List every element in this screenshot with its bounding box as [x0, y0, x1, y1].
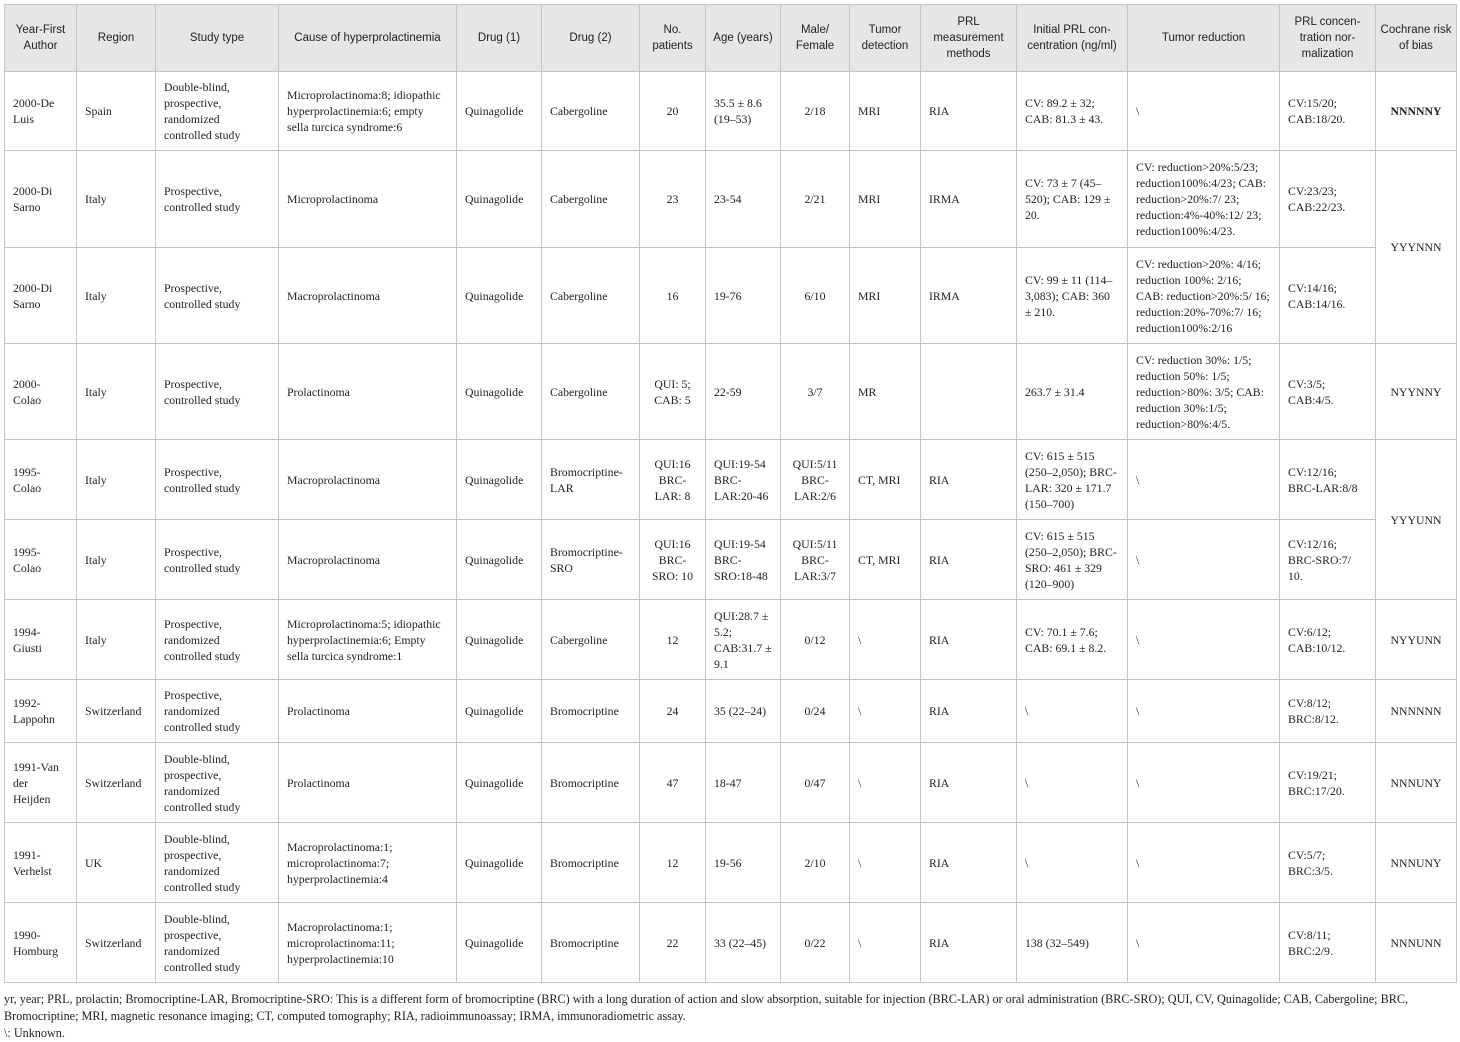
- cell-study-type: Prospective, randomized controlled study: [156, 600, 279, 680]
- cell-prl-normalization: CV:23/23; CAB:22/23.: [1280, 151, 1376, 248]
- cell-drug-1: Quinagolide: [457, 520, 542, 600]
- cell-region: UK: [77, 823, 156, 903]
- cell-age: QUI:19-54 BRC-LAR:20-46: [706, 440, 781, 520]
- cell-tumor-detection: MRI: [850, 72, 921, 151]
- cell-study-type: Prospective, controlled study: [156, 151, 279, 248]
- header-prl-normalization: PRL concen-tration nor-malization: [1280, 5, 1376, 72]
- cell-no-patients: 12: [640, 600, 706, 680]
- cell-tumor-detection: \: [850, 823, 921, 903]
- table-row: [5, 520, 1457, 600]
- header-row: [5, 5, 1457, 72]
- cell-age: 23-54: [706, 151, 781, 248]
- cell-initial-prl: 263.7 ± 31.4: [1017, 344, 1128, 440]
- cell-tumor-detection: MRI: [850, 248, 921, 344]
- cell-cause: Microprolactinoma: [279, 151, 457, 248]
- cell-prl-method: RIA: [921, 520, 1017, 600]
- cell-region: Italy: [77, 520, 156, 600]
- cell-initial-prl: \: [1017, 743, 1128, 823]
- header-initial-prl: Initial PRL con-centration (ng/ml): [1017, 5, 1128, 72]
- cell-tumor-reduction: CV: reduction>20%: 4/16; reduction 100%: 2/16; CAB: reduction>20%:5/ 16; reduction:20%-70%:7/ 16; reduction100%:2/16: [1128, 248, 1280, 344]
- table-row: [5, 440, 1457, 520]
- cell-age: 33 (22–45): [706, 903, 781, 983]
- header-drug-1: Drug (1): [457, 5, 542, 72]
- cell-drug-1: Quinagolide: [457, 823, 542, 903]
- header-tumor-reduction: Tumor reduction: [1128, 5, 1280, 72]
- cell-tumor-reduction: \: [1128, 743, 1280, 823]
- footnote-abbreviations: yr, year; PRL, prolactin; Bromocriptine-LAR, Bromocriptine-SRO: This is a different form of bromocriptine (BRC) with a long duration of action and slow absorption, suitable for injection (BRC-LAR) or oral administration (BRC-SRO); QUI, CV, Quinagolide; CAB, Cabergoline; BRC, Bromocriptine; MRI, magnetic resonance imaging; CT, computed tomography; RIA, radioimmunoassay; IRMA, immunoradiometric assay.: [4, 992, 1409, 1023]
- cell-initial-prl: \: [1017, 680, 1128, 743]
- header-tumor-detection: Tumor detection: [850, 5, 921, 72]
- cell-tumor-detection: CT, MRI: [850, 520, 921, 600]
- header-prl-methods: PRL measurement methods: [921, 5, 1017, 72]
- cell-cause: Macroprolactinoma:1; microprolactinoma:11; hyperprolactinemia:10: [279, 903, 457, 983]
- header-drug-2: Drug (2): [542, 5, 640, 72]
- cell-region: Italy: [77, 344, 156, 440]
- cell-tumor-reduction: \: [1128, 903, 1280, 983]
- cell-initial-prl: CV: 615 ± 515 (250–2,050); BRC-LAR: 320 ± 171.7 (150–700): [1017, 440, 1128, 520]
- cell-age: 18-47: [706, 743, 781, 823]
- cell-prl-method: RIA: [921, 600, 1017, 680]
- cell-drug-1: Quinagolide: [457, 440, 542, 520]
- cell-drug-1: Quinagolide: [457, 600, 542, 680]
- cell-prl-normalization: CV:3/5; CAB:4/5.: [1280, 344, 1376, 440]
- cell-cause: Macroprolactinoma:1; microprolactinoma:7; hyperprolactinemia:4: [279, 823, 457, 903]
- cell-drug-2: Cabergoline: [542, 344, 640, 440]
- cell-prl-normalization: CV:8/11; BRC:2/9.: [1280, 903, 1376, 983]
- cell-male-female: 0/24: [781, 680, 850, 743]
- cell-prl-method: RIA: [921, 680, 1017, 743]
- cell-region: Italy: [77, 440, 156, 520]
- cell-tumor-reduction: \: [1128, 823, 1280, 903]
- cell-study-type: Double-blind, prospective, randomized controlled study: [156, 823, 279, 903]
- cell-tumor-reduction: \: [1128, 600, 1280, 680]
- cell-drug-1: Quinagolide: [457, 248, 542, 344]
- cell-region: Italy: [77, 151, 156, 248]
- cell-prl-method: RIA: [921, 72, 1017, 151]
- cell-drug-2: Cabergoline: [542, 600, 640, 680]
- cell-drug-1: Quinagolide: [457, 903, 542, 983]
- cell-cause: Macroprolactinoma: [279, 440, 457, 520]
- cell-cause: Macroprolactinoma: [279, 520, 457, 600]
- cell-tumor-detection: CT, MRI: [850, 440, 921, 520]
- header-risk-of-bias: Cochrane risk of bias: [1376, 5, 1457, 72]
- studies-table: [4, 4, 1457, 983]
- cell-no-patients: 20: [640, 72, 706, 151]
- cell-prl-normalization: CV:14/16; CAB:14/16.: [1280, 248, 1376, 344]
- cell-tumor-detection: \: [850, 680, 921, 743]
- cell-region: Italy: [77, 248, 156, 344]
- cell-risk-of-bias: NYYUNN: [1376, 600, 1457, 680]
- header-region: Region: [77, 5, 156, 72]
- cell-age: QUI:19-54 BRC-SRO:18-48: [706, 520, 781, 600]
- cell-male-female: 0/12: [781, 600, 850, 680]
- cell-no-patients: 47: [640, 743, 706, 823]
- cell-age: 19-56: [706, 823, 781, 903]
- cell-tumor-detection: \: [850, 903, 921, 983]
- cell-male-female: 2/10: [781, 823, 850, 903]
- cell-tumor-reduction: CV: reduction 30%: 1/5; reduction 50%: 1/5; reduction>80%: 3/5; CAB: reduction 30%:1/5; reduction>80%:4/5.: [1128, 344, 1280, 440]
- cell-male-female: 2/21: [781, 151, 850, 248]
- cell-prl-normalization: CV:15/20; CAB:18/20.: [1280, 72, 1376, 151]
- cell-age: 35 (22–24): [706, 680, 781, 743]
- cell-study-type: Prospective, controlled study: [156, 440, 279, 520]
- cell-initial-prl: \: [1017, 823, 1128, 903]
- cell-risk-of-bias: YYYUNN: [1376, 440, 1457, 600]
- cell-year-author: 2000-De Luis: [5, 72, 77, 151]
- cell-study-type: Double-blind, prospective, randomized controlled study: [156, 72, 279, 151]
- cell-study-type: Prospective, controlled study: [156, 344, 279, 440]
- cell-prl-method: IRMA: [921, 248, 1017, 344]
- cell-drug-2: Bromocriptine: [542, 823, 640, 903]
- cell-male-female: 2/18: [781, 72, 850, 151]
- cell-region: Spain: [77, 72, 156, 151]
- cell-tumor-reduction: \: [1128, 520, 1280, 600]
- cell-year-author: 1995-Colao: [5, 520, 77, 600]
- cell-prl-normalization: CV:12/16; BRC-LAR:8/8: [1280, 440, 1376, 520]
- cell-drug-1: Quinagolide: [457, 344, 542, 440]
- cell-male-female: 6/10: [781, 248, 850, 344]
- header-no-patients: No. patients: [640, 5, 706, 72]
- cell-tumor-detection: \: [850, 600, 921, 680]
- cell-region: Switzerland: [77, 680, 156, 743]
- cell-tumor-reduction: \: [1128, 440, 1280, 520]
- cell-prl-method: RIA: [921, 743, 1017, 823]
- cell-drug-2: Cabergoline: [542, 72, 640, 151]
- cell-drug-2: Bromocriptine: [542, 680, 640, 743]
- cell-study-type: Prospective, controlled study: [156, 520, 279, 600]
- table-row: [5, 600, 1457, 680]
- table-row: [5, 903, 1457, 983]
- cell-year-author: 1990-Homburg: [5, 903, 77, 983]
- table-row: [5, 72, 1457, 151]
- cell-no-patients: QUI: 5; CAB: 5: [640, 344, 706, 440]
- table-container: [4, 4, 1456, 1042]
- cell-initial-prl: CV: 73 ± 7 (45–520); CAB: 129 ± 20.: [1017, 151, 1128, 248]
- cell-initial-prl: CV: 70.1 ± 7.6; CAB: 69.1 ± 8.2.: [1017, 600, 1128, 680]
- cell-prl-method: RIA: [921, 823, 1017, 903]
- cell-risk-of-bias: NYYNNY: [1376, 344, 1457, 440]
- cell-drug-2: Bromocriptine-LAR: [542, 440, 640, 520]
- table-row: [5, 823, 1457, 903]
- cell-risk-of-bias: NNNUNN: [1376, 903, 1457, 983]
- table-row: [5, 248, 1457, 344]
- table-row: [5, 680, 1457, 743]
- cell-initial-prl: CV: 89.2 ± 32; CAB: 81.3 ± 43.: [1017, 72, 1128, 151]
- cell-tumor-reduction: \: [1128, 680, 1280, 743]
- cell-age: 19-76: [706, 248, 781, 344]
- cell-tumor-detection: MRI: [850, 151, 921, 248]
- cell-prl-method: IRMA: [921, 151, 1017, 248]
- cell-drug-1: Quinagolide: [457, 72, 542, 151]
- cell-study-type: Double-blind, prospective, randomized controlled study: [156, 743, 279, 823]
- cell-age: 35.5 ± 8.6 (19–53): [706, 72, 781, 151]
- cell-risk-of-bias: NNNUNY: [1376, 823, 1457, 903]
- header-cause: Cause of hyperprolactinemia: [279, 5, 457, 72]
- cell-cause: Prolactinoma: [279, 743, 457, 823]
- cell-tumor-reduction: CV: reduction>20%:5/23; reduction100%:4/23; CAB: reduction>20%:7/ 23; reduction:4%-40%:12/ 23; reduction100%:4/23.: [1128, 151, 1280, 248]
- cell-year-author: 1991-Van der Heijden: [5, 743, 77, 823]
- cell-study-type: Double-blind, prospective, randomized controlled study: [156, 903, 279, 983]
- cell-study-type: Prospective, randomized controlled study: [156, 680, 279, 743]
- cell-prl-normalization: CV:6/12; CAB:10/12.: [1280, 600, 1376, 680]
- cell-male-female: 0/47: [781, 743, 850, 823]
- cell-no-patients: 24: [640, 680, 706, 743]
- cell-year-author: 1994-Giusti: [5, 600, 77, 680]
- header-year-first-author: Year-First Author: [5, 5, 77, 72]
- cell-year-author: 1992-Lappohn: [5, 680, 77, 743]
- cell-age: 22-59: [706, 344, 781, 440]
- cell-region: Switzerland: [77, 743, 156, 823]
- cell-age: QUI:28.7 ± 5.2; CAB:31.7 ± 9.1: [706, 600, 781, 680]
- table-row: [5, 743, 1457, 823]
- cell-no-patients: QUI:16 BRC-LAR: 8: [640, 440, 706, 520]
- cell-cause: Prolactinoma: [279, 680, 457, 743]
- cell-drug-1: Quinagolide: [457, 743, 542, 823]
- cell-drug-2: Cabergoline: [542, 248, 640, 344]
- cell-year-author: 1991-Verhelst: [5, 823, 77, 903]
- cell-male-female: 3/7: [781, 344, 850, 440]
- cell-prl-method: [921, 344, 1017, 440]
- cell-male-female: QUI:5/11 BRC-LAR:3/7: [781, 520, 850, 600]
- cell-year-author: 2000-Di Sarno: [5, 151, 77, 248]
- cell-prl-method: RIA: [921, 903, 1017, 983]
- cell-male-female: QUI:5/11 BRC-LAR:2/6: [781, 440, 850, 520]
- cell-drug-2: Bromocriptine: [542, 903, 640, 983]
- cell-tumor-detection: MR: [850, 344, 921, 440]
- table-body: [5, 72, 1457, 983]
- cell-prl-normalization: CV:19/21; BRC:17/20.: [1280, 743, 1376, 823]
- cell-cause: Microprolactinoma:8; idiopathic hyperprolactinemia:6; empty sella turcica syndrome:6: [279, 72, 457, 151]
- cell-drug-2: Bromocriptine: [542, 743, 640, 823]
- header-age: Age (years): [706, 5, 781, 72]
- cell-drug-2: Bromocriptine-SRO: [542, 520, 640, 600]
- cell-male-female: 0/22: [781, 903, 850, 983]
- cell-drug-1: Quinagolide: [457, 680, 542, 743]
- cell-no-patients: 22: [640, 903, 706, 983]
- cell-drug-2: Cabergoline: [542, 151, 640, 248]
- cell-tumor-detection: \: [850, 743, 921, 823]
- cell-risk-of-bias: YYYNNN: [1376, 151, 1457, 344]
- cell-no-patients: 16: [640, 248, 706, 344]
- table-row: [5, 151, 1457, 248]
- cell-no-patients: QUI:16 BRC-SRO: 10: [640, 520, 706, 600]
- cell-prl-normalization: CV:8/12; BRC:8/12.: [1280, 680, 1376, 743]
- cell-prl-normalization: CV:12/16; BRC-SRO:7/ 10.: [1280, 520, 1376, 600]
- cell-year-author: 1995-Colao: [5, 440, 77, 520]
- cell-risk-of-bias: NNNNNN: [1376, 680, 1457, 743]
- cell-initial-prl: CV: 99 ± 11 (114–3,083); CAB: 360 ± 210.: [1017, 248, 1128, 344]
- cell-cause: Macroprolactinoma: [279, 248, 457, 344]
- cell-prl-method: RIA: [921, 440, 1017, 520]
- cell-no-patients: 23: [640, 151, 706, 248]
- header-study-type: Study type: [156, 5, 279, 72]
- cell-tumor-reduction: \: [1128, 72, 1280, 151]
- table-row: [5, 344, 1457, 440]
- footnote-unknown: \: Unknown.: [4, 1026, 65, 1040]
- cell-initial-prl: 138 (32–549): [1017, 903, 1128, 983]
- cell-drug-1: Quinagolide: [457, 151, 542, 248]
- cell-year-author: 2000-Di Sarno: [5, 248, 77, 344]
- cell-risk-of-bias: NNNUNY: [1376, 743, 1457, 823]
- header-male-female: Male/ Female: [781, 5, 850, 72]
- cell-cause: Microprolactinoma:5; idiopathic hyperprolactinemia:6; Empty sella turcica syndrome:1: [279, 600, 457, 680]
- cell-region: Switzerland: [77, 903, 156, 983]
- cell-study-type: Prospective, controlled study: [156, 248, 279, 344]
- cell-risk-of-bias: NNNNNY: [1376, 72, 1457, 151]
- table-footnotes: [4, 991, 1456, 1042]
- cell-cause: Prolactinoma: [279, 344, 457, 440]
- cell-initial-prl: CV: 615 ± 515 (250–2,050); BRC-SRO: 461 ± 329 (120–900): [1017, 520, 1128, 600]
- cell-no-patients: 12: [640, 823, 706, 903]
- cell-year-author: 2000-Colao: [5, 344, 77, 440]
- cell-region: Italy: [77, 600, 156, 680]
- cell-prl-normalization: CV:5/7; BRC:3/5.: [1280, 823, 1376, 903]
